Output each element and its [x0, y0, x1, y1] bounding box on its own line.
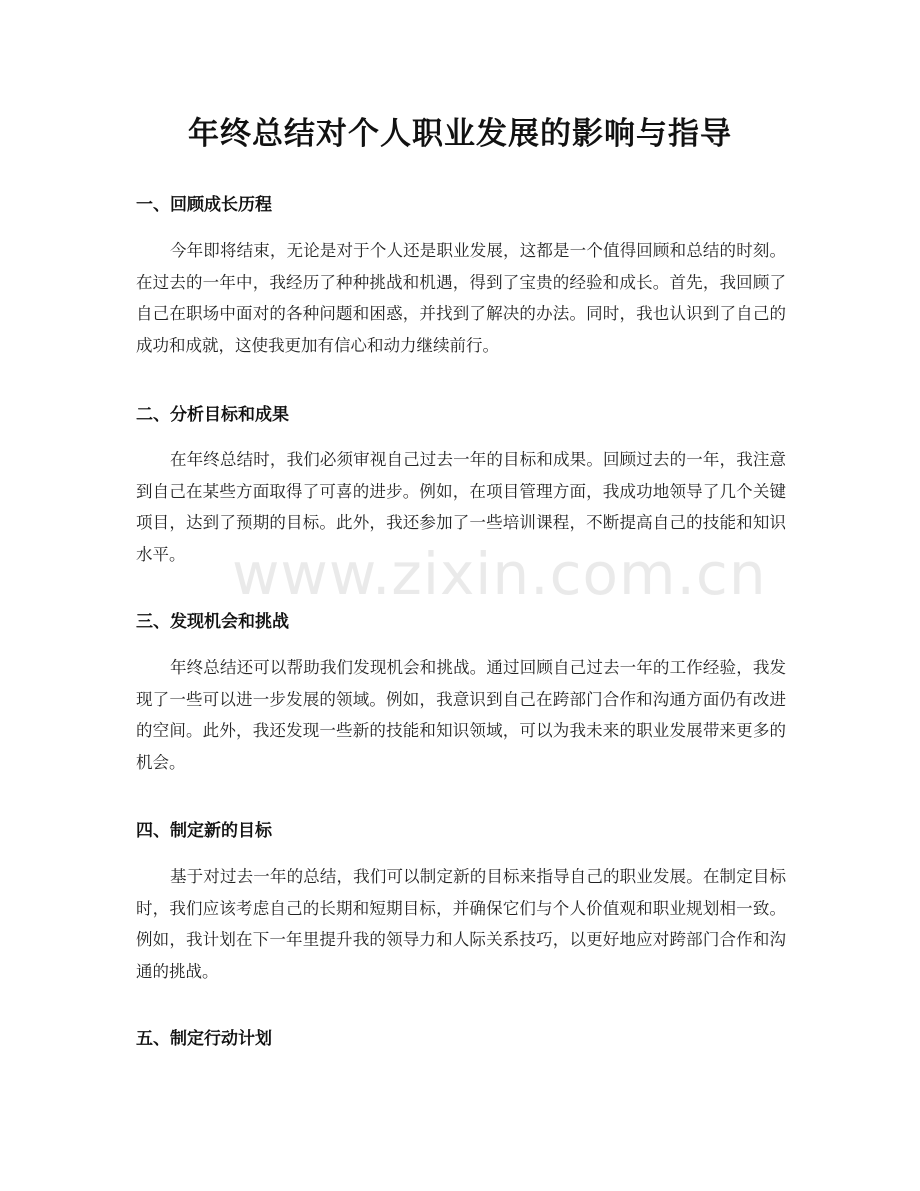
- section-paragraph-1: 今年即将结束，无论是对于个人还是职业发展，这都是一个值得回顾和总结的时刻。在过去的一年中，我经历了种种挑战和机遇，得到了宝贵的经验和成长。首先，我回顾了自己在职场中面对的各种问题和困惑，并找到了解决的办法。同时，我也认识到了自己的成功和成就，这使我更加有信心和动力继续前行。: [136, 241, 786, 355]
- section-heading-5: 五、制定行动计划: [136, 1029, 272, 1049]
- section-paragraph-3: 年终总结还可以帮助我们发现机会和挑战。通过回顾自己过去一年的工作经验，我发现了一些可以进一步发展的领域。例如，我意识到自己在跨部门合作和沟通方面仍有改进的空间。此外，我还发现一些新的技能和知识领域，可以为我未来的职业发展带来更多的机会。: [136, 658, 786, 772]
- section-heading-3: 三、发现机会和挑战: [136, 612, 289, 632]
- section-paragraph-2: 在年终总结时，我们必须审视自己过去一年的目标和成果。回顾过去的一年，我注意到自己在某些方面取得了可喜的进步。例如，在项目管理方面，我成功地领导了几个关键项目，达到了预期的目标。此外，我还参加了一些培训课程，不断提高自己的技能和知识水平。: [136, 450, 786, 564]
- document-title: 年终总结对个人职业发展的影响与指导: [188, 116, 732, 152]
- section-heading-4: 四、制定新的目标: [136, 821, 272, 841]
- section-heading-2: 二、分析目标和成果: [136, 405, 289, 425]
- section-paragraph-4: 基于对过去一年的总结，我们可以制定新的目标来指导自己的职业发展。在制定目标时，我们应该考虑自己的长期和短期目标，并确保它们与个人价值观和职业规划相一致。例如，我计划在下一年里提升我的领导力和人际关系技巧，以更好地应对跨部门合作和沟通的挑战。: [136, 867, 786, 981]
- watermark: www.zixin.com.cn: [232, 540, 767, 608]
- section-heading-1: 一、回顾成长历程: [136, 195, 272, 215]
